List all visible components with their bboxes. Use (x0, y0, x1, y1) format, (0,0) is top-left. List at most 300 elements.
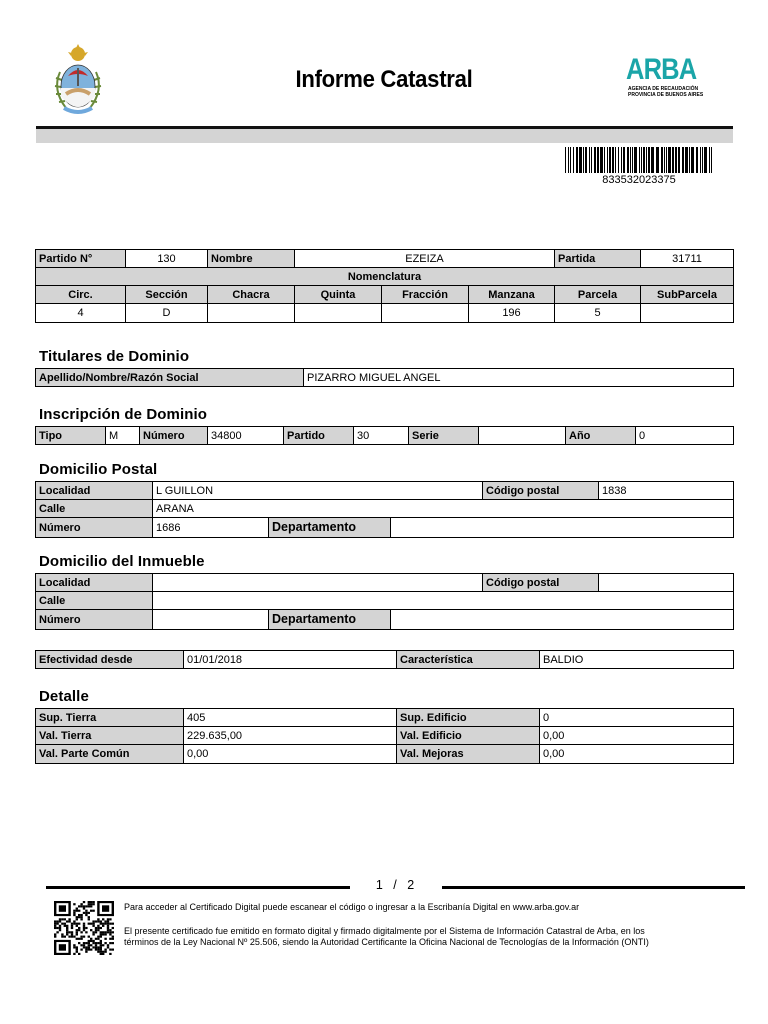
qr-module (102, 931, 104, 933)
qr-module (78, 942, 80, 944)
qr-module (54, 927, 56, 929)
caracteristica-label: Característica (397, 651, 540, 669)
qr-module (76, 946, 78, 948)
barcode-bar (704, 147, 707, 173)
nombre-value: EZEIZA (295, 250, 555, 268)
barcode-bar (661, 147, 663, 173)
val-mejoras-label: Val. Mejoras (397, 745, 540, 764)
qr-module (95, 946, 97, 948)
barcode-bar (656, 147, 659, 173)
qr-module (88, 918, 90, 920)
numero-label: Número (140, 427, 208, 445)
qr-module (88, 949, 90, 951)
barcode-bar (609, 147, 611, 173)
detalle-table (35, 708, 734, 764)
qr-module (66, 929, 68, 931)
qr-module (90, 938, 92, 940)
qr-module (76, 929, 78, 931)
qr-module (90, 940, 92, 942)
qr-module (104, 931, 106, 933)
qr-module (97, 918, 99, 920)
qr-module (83, 927, 85, 929)
qr-module (112, 938, 114, 940)
efectividad-value: 01/01/2018 (184, 651, 397, 669)
qr-module (66, 931, 68, 933)
val-mejoras-value: 0,00 (540, 745, 734, 764)
qr-module (100, 920, 102, 922)
nomenclatura-cell: 4 (36, 304, 126, 323)
qr-module (102, 918, 104, 920)
barcode-bar (689, 147, 690, 173)
qr-module (78, 938, 80, 940)
qr-module (59, 925, 61, 927)
qr-module (85, 905, 87, 907)
qr-module (56, 931, 58, 933)
sup-tierra-value: 405 (184, 709, 397, 727)
efectividad-label: Efectividad desde (36, 651, 184, 669)
qr-module (85, 927, 87, 929)
calle-value (153, 592, 734, 610)
qr-module (100, 949, 102, 951)
qr-module (78, 927, 80, 929)
qr-module (83, 929, 85, 931)
qr-module (71, 927, 73, 929)
barcode-bar (632, 147, 633, 173)
column-header: SubParcela (641, 286, 734, 304)
qr-module (83, 944, 85, 946)
qr-module (76, 925, 78, 927)
qr-module (107, 918, 109, 920)
qr-module (85, 931, 87, 933)
qr-module (102, 925, 104, 927)
qr-module (95, 931, 97, 933)
qr-module (76, 910, 78, 912)
qr-module (92, 920, 94, 922)
qr-module (100, 927, 102, 929)
qr-module (76, 951, 78, 953)
qr-module (97, 920, 99, 922)
qr-module (107, 931, 109, 933)
qr-module (100, 933, 102, 935)
nomenclatura-cell (641, 304, 734, 323)
qr-module (112, 949, 114, 951)
nomenclatura-table (35, 249, 734, 323)
qr-module (83, 912, 85, 914)
qr-module (64, 923, 66, 925)
qr-module (73, 912, 75, 914)
calle-label: Calle (36, 500, 153, 518)
val-edificio-value: 0,00 (540, 727, 734, 745)
val-tierra-value: 229.635,00 (184, 727, 397, 745)
barcode-bar (604, 147, 605, 173)
qr-module (95, 944, 97, 946)
inscripcion-table (35, 426, 734, 445)
serie-label: Serie (409, 427, 479, 445)
qr-module (83, 901, 85, 903)
qr-module (92, 942, 94, 944)
qr-module (97, 929, 99, 931)
qr-module (78, 923, 80, 925)
barcode-bar (639, 147, 640, 173)
qr-module (61, 923, 63, 925)
numero-label: Número (36, 610, 153, 630)
qr-module (97, 942, 99, 944)
qr-module (61, 918, 63, 920)
qr-module (54, 936, 56, 938)
qr-module (54, 923, 56, 925)
qr-module (83, 907, 85, 909)
qr-module (64, 925, 66, 927)
titular-value: PIZARRO MIGUEL ANGEL (304, 369, 734, 387)
qr-module (80, 944, 82, 946)
titulares-title: Titulares de Dominio (39, 348, 190, 365)
departamento-value (391, 518, 733, 537)
qr-module (73, 936, 75, 938)
qr-module (88, 923, 90, 925)
qr-module (88, 940, 90, 942)
qr-module (76, 938, 78, 940)
arba-agency-line-1: AGENCIA DE RECAUDACIÓN (628, 86, 699, 92)
qr-module (92, 933, 94, 935)
qr-module (76, 918, 78, 920)
qr-module (68, 936, 70, 938)
qr-module (107, 925, 109, 927)
qr-module (88, 905, 90, 907)
qr-module (64, 918, 66, 920)
numero-value: 34800 (208, 427, 284, 445)
nomenclatura-cell: 196 (469, 304, 555, 323)
codigo-postal-label: Código postal (483, 574, 599, 592)
header-band (36, 129, 733, 143)
arba-logo-text: ARBA (626, 53, 697, 86)
barcode-number: 833532023375 (602, 174, 676, 186)
qr-module (73, 903, 75, 905)
qr-module (97, 949, 99, 951)
page-title: Informe Catastral (295, 66, 473, 93)
qr-module (85, 912, 87, 914)
barcode-bar (585, 147, 587, 173)
column-header: Manzana (469, 286, 555, 304)
domicilio-postal-table (35, 481, 734, 538)
qr-module (112, 931, 114, 933)
page-total: 2 (407, 878, 415, 892)
qr-module (95, 920, 97, 922)
barcode-bar (668, 147, 671, 173)
qr-module (73, 944, 75, 946)
column-header: Sección (126, 286, 208, 304)
localidad-value (153, 574, 483, 592)
qr-module (97, 925, 99, 927)
barcode-bar (664, 147, 665, 173)
qr-module (112, 927, 114, 929)
domicilio-inmueble-table (35, 573, 734, 630)
calle-value: ARANA (153, 500, 734, 518)
footer-line-2: El presente certificado fue emitido en formato digital y firmado digitalmente por el Sistema de Información Catastral de Arba, en los (124, 926, 645, 936)
qr-module (97, 938, 99, 940)
numero-label: Número (36, 518, 153, 538)
qr-module (109, 938, 111, 940)
barcode-bar (612, 147, 614, 173)
qr-module (88, 901, 90, 903)
qr-module (104, 951, 106, 953)
qr-module (71, 931, 73, 933)
serie-value (479, 427, 566, 445)
footer-line-3: términos de la Ley Nacional Nº 25.506, siendo la Autoridad Certificante la Oficina Nacional de Tecnologías de la Información (ONTI) (124, 937, 649, 947)
qr-module (54, 920, 56, 922)
qr-module (88, 936, 90, 938)
qr-module (90, 929, 92, 931)
qr-module (100, 940, 102, 942)
qr-module (109, 929, 111, 931)
localidad-value: L GUILLON (153, 482, 483, 500)
titulares-table (35, 368, 734, 387)
qr-module (100, 942, 102, 944)
qr-module (100, 953, 102, 955)
qr-module (68, 931, 70, 933)
column-header: Fracción (382, 286, 469, 304)
barcode-bar (573, 147, 574, 173)
qr-module (112, 936, 114, 938)
qr-module (109, 923, 111, 925)
partido-number-value: 130 (126, 250, 208, 268)
footer-rule-right (442, 886, 745, 889)
qr-module (104, 920, 106, 922)
qr-module (107, 944, 109, 946)
qr-module (76, 931, 78, 933)
qr-module (76, 907, 78, 909)
qr-module (68, 918, 70, 920)
qr-module (102, 951, 104, 953)
qr-module (92, 903, 94, 905)
qr-module (76, 933, 78, 935)
qr-module (76, 949, 78, 951)
barcode-bar (591, 147, 592, 173)
qr-module (100, 931, 102, 933)
qr-module (80, 905, 82, 907)
qr-module (90, 910, 92, 912)
qr-module (66, 920, 68, 922)
anio-value: 0 (636, 427, 734, 445)
qr-module (83, 925, 85, 927)
barcode-bar (651, 147, 654, 173)
page-indicator (360, 878, 430, 892)
qr-module (107, 920, 109, 922)
qr-module (73, 946, 75, 948)
qr-module (97, 936, 99, 938)
partida-label: Partida (555, 250, 641, 268)
qr-module (56, 920, 58, 922)
localidad-label: Localidad (36, 482, 153, 500)
qr-module (90, 944, 92, 946)
qr-module (61, 936, 63, 938)
qr-module (56, 927, 58, 929)
val-edificio-label: Val. Edificio (397, 727, 540, 745)
qr-module (85, 942, 87, 944)
qr-module (80, 931, 82, 933)
qr-module (102, 923, 104, 925)
titular-label: Apellido/Nombre/Razón Social (36, 369, 304, 387)
departamento-value (391, 610, 733, 629)
qr-module (100, 944, 102, 946)
caracteristica-value: BALDIO (540, 651, 734, 669)
qr-module (92, 910, 94, 912)
qr-module (59, 920, 61, 922)
qr-module (73, 920, 75, 922)
qr-module (73, 914, 75, 916)
qr-module (88, 912, 90, 914)
qr-module (85, 946, 87, 948)
qr-module (107, 946, 109, 948)
qr-module (85, 951, 87, 953)
barcode-bar (597, 147, 599, 173)
barcode-bar (621, 147, 622, 173)
qr-module (56, 923, 58, 925)
qr-module (102, 953, 104, 955)
qr-module (64, 936, 66, 938)
qr-module (109, 931, 111, 933)
qr-module (61, 933, 63, 935)
qr-module (73, 923, 75, 925)
qr-module (95, 949, 97, 951)
partido-number-label: Partido N° (36, 250, 126, 268)
barcode-bar (576, 147, 578, 173)
barcode-bar (666, 147, 667, 173)
qr-module (66, 925, 68, 927)
val-parte-comun-value: 0,00 (184, 745, 397, 764)
qr-module (88, 903, 90, 905)
qr-finder (59, 944, 66, 950)
barcode-bar (630, 147, 631, 173)
departamento-group (269, 518, 734, 538)
codigo-postal-value: 1838 (599, 482, 734, 500)
nomenclatura-cell (382, 304, 469, 323)
qr-module (95, 942, 97, 944)
qr-module (109, 918, 111, 920)
qr-module (107, 929, 109, 931)
barcode-bar (570, 147, 571, 173)
qr-module (90, 905, 92, 907)
qr-module (71, 933, 73, 935)
qr-module (112, 923, 114, 925)
barcode-bar (634, 147, 637, 173)
qr-module (54, 933, 56, 935)
barcode-bar (568, 147, 569, 173)
barcode-bar (678, 147, 680, 173)
barcode-bar (641, 147, 642, 173)
qr-module (66, 933, 68, 935)
barcode-bar (696, 147, 698, 173)
column-header: Circ. (36, 286, 126, 304)
qr-finder (102, 905, 109, 911)
barcode-bar (615, 147, 616, 173)
sup-edificio-label: Sup. Edificio (397, 709, 540, 727)
qr-module (66, 927, 68, 929)
qr-module (92, 923, 94, 925)
detalle-title: Detalle (39, 688, 89, 705)
qr-module (73, 910, 75, 912)
domicilio-postal-title: Domicilio Postal (39, 461, 158, 478)
sup-tierra-label: Sup. Tierra (36, 709, 184, 727)
qr-module (71, 936, 73, 938)
qr-module (95, 938, 97, 940)
barcode-bar (583, 147, 584, 173)
qr-module (92, 901, 94, 903)
qr-module (104, 923, 106, 925)
qr-module (80, 918, 82, 920)
nomenclatura-heading: Nomenclatura (36, 268, 734, 286)
barcode-bar (648, 147, 650, 173)
qr-module (102, 944, 104, 946)
qr-module (95, 929, 97, 931)
qr-module (90, 901, 92, 903)
qr-module (80, 936, 82, 938)
qr-module (76, 916, 78, 918)
qr-module (109, 942, 111, 944)
arba-logo (626, 53, 704, 110)
qr-finder (59, 905, 66, 911)
footer-line-1: Para acceder al Certificado Digital puede escanear el código o ingresar a la Escribanía Digital en www.arba.gov.ar (124, 902, 580, 912)
qr-module (59, 929, 61, 931)
barcode-bar (594, 147, 596, 173)
qr-module (88, 916, 90, 918)
qr-module (73, 953, 75, 955)
barcode-bar (711, 147, 712, 173)
qr-module (97, 951, 99, 953)
qr-module (80, 903, 82, 905)
qr-module (109, 949, 111, 951)
qr-module (80, 914, 82, 916)
qr-module (83, 946, 85, 948)
qr-module (85, 949, 87, 951)
qr-module (104, 942, 106, 944)
tipo-value: M (106, 427, 140, 445)
column-header: Parcela (555, 286, 641, 304)
barcode-bar (682, 147, 684, 173)
departamento-label: Departamento (269, 610, 391, 629)
localidad-label: Localidad (36, 574, 153, 592)
barcode-bar (627, 147, 629, 173)
qr-module (104, 949, 106, 951)
qr-module (78, 916, 80, 918)
qr-code-icon[interactable] (54, 901, 114, 955)
numero-value: 1686 (153, 518, 269, 538)
qr-module (80, 938, 82, 940)
val-parte-comun-label: Val. Parte Común (36, 745, 184, 764)
barcode-bar (618, 147, 619, 173)
qr-module (83, 942, 85, 944)
barcode-bar (672, 147, 674, 173)
anio-label: Año (566, 427, 636, 445)
inscripcion-title: Inscripción de Dominio (39, 406, 208, 423)
qr-module (97, 946, 99, 948)
codigo-postal-value (599, 574, 734, 592)
qr-module (85, 910, 87, 912)
qr-module (76, 923, 78, 925)
qr-module (80, 916, 82, 918)
qr-module (109, 953, 111, 955)
partida-value: 31711 (641, 250, 734, 268)
efectividad-table (35, 650, 734, 669)
column-header: Quinta (295, 286, 382, 304)
barcode-bar (646, 147, 647, 173)
qr-module (92, 931, 94, 933)
qr-module (71, 923, 73, 925)
qr-module (59, 927, 61, 929)
qr-module (80, 949, 82, 951)
qr-module (95, 927, 97, 929)
sup-edificio-value: 0 (540, 709, 734, 727)
qr-module (92, 946, 94, 948)
